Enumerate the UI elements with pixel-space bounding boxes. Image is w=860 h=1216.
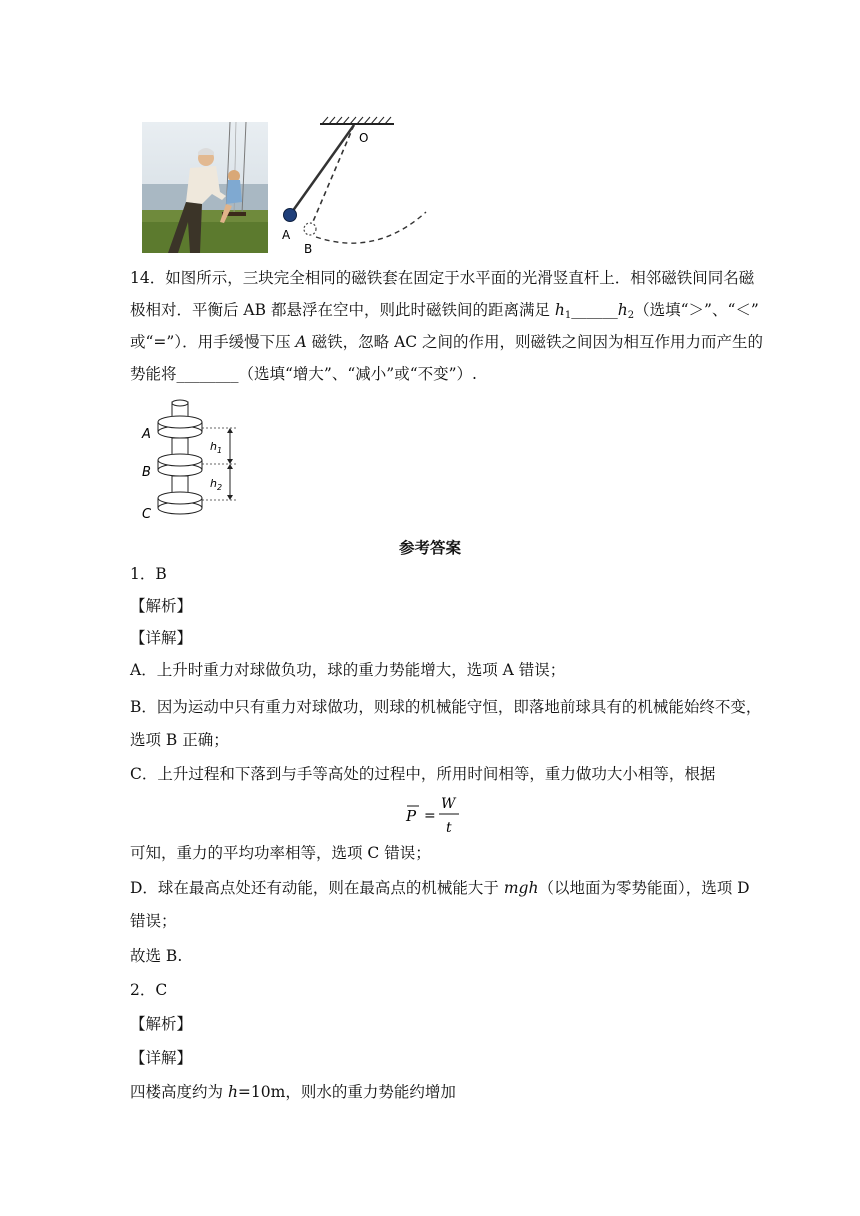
option-b-2: 选项 B 正确； [130,731,229,749]
label-b: B [304,242,313,256]
answer-2-text: 四楼高度约为 h=10m，则水的重力势能约增加 [130,1083,456,1101]
h2-label: $h_2$ [210,477,223,492]
conclusion-1: 故选 B. [130,947,183,965]
power-formula [400,790,470,838]
detail-1: 【详解】 [130,629,193,647]
answer-2: 2．C [130,981,168,999]
magnet-label-b: B [142,465,151,480]
q14-line3: 或“=”）．用手缓慢下压 A 磁铁，忽略 AC 之间的作用，则磁铁之间因为相互作用力而产生的 [130,333,764,351]
ball-a [284,209,297,222]
h1-label: $h_1$ [210,440,223,455]
ball-b [304,223,316,235]
option-d-1: D．球在最高点处还有动能，则在最高点的机械能大于 mgh（以地面为零势能面），选项 D [130,879,750,897]
option-d-2: 错误； [130,912,177,930]
answer-1: 1．B [130,565,167,583]
answers-heading: 参考答案 [398,539,461,557]
label-a: A [282,228,291,242]
label-o: O [359,131,369,145]
svg-text:P: P [406,807,417,825]
option-a: A．上升时重力对球做负功，球的重力势能增大，选项 A 错误； [130,661,566,679]
magnet-label-c: C [142,507,152,522]
svg-text:t: t [446,820,452,836]
option-c-1: C．上升过程和下落到与手等高处的过程中，所用时间相等，重力做功大小相等，根据 [130,765,716,783]
q14-line1: 14．如图所示，三块完全相同的磁铁套在固定于水平面的光滑竖直杆上．相邻磁铁间同名磁 [130,269,755,287]
option-b-1: B．因为运动中只有重力对球做功，则球的机械能守恒，即落地前球具有的机械能始终不变， [130,698,762,716]
q14-line2: 极相对．平衡后 AB 都悬浮在空中，则此时磁铁间的距离满足 $h_1\_\_\_\_\_\_h_2$（选填“＞”、“＜” [130,301,759,321]
pendulum-diagram [276,112,436,258]
q14-line4: 势能将________（选填“增大”、“减小”或“不变”）. [130,365,477,383]
option-c-2: 可知，重力的平均功率相等，选项 C 错误； [130,844,431,862]
swing-photo [142,122,268,253]
detail-2: 【详解】 [130,1049,193,1067]
svg-text:=: = [424,808,436,824]
svg-text:W: W [441,796,456,812]
magnet-label-a: A [142,427,151,442]
analysis-2: 【解析】 [130,1015,193,1033]
analysis-1: 【解析】 [130,597,193,615]
blank-1[interactable]: ______ [571,301,618,319]
magnets-diagram [138,398,248,526]
